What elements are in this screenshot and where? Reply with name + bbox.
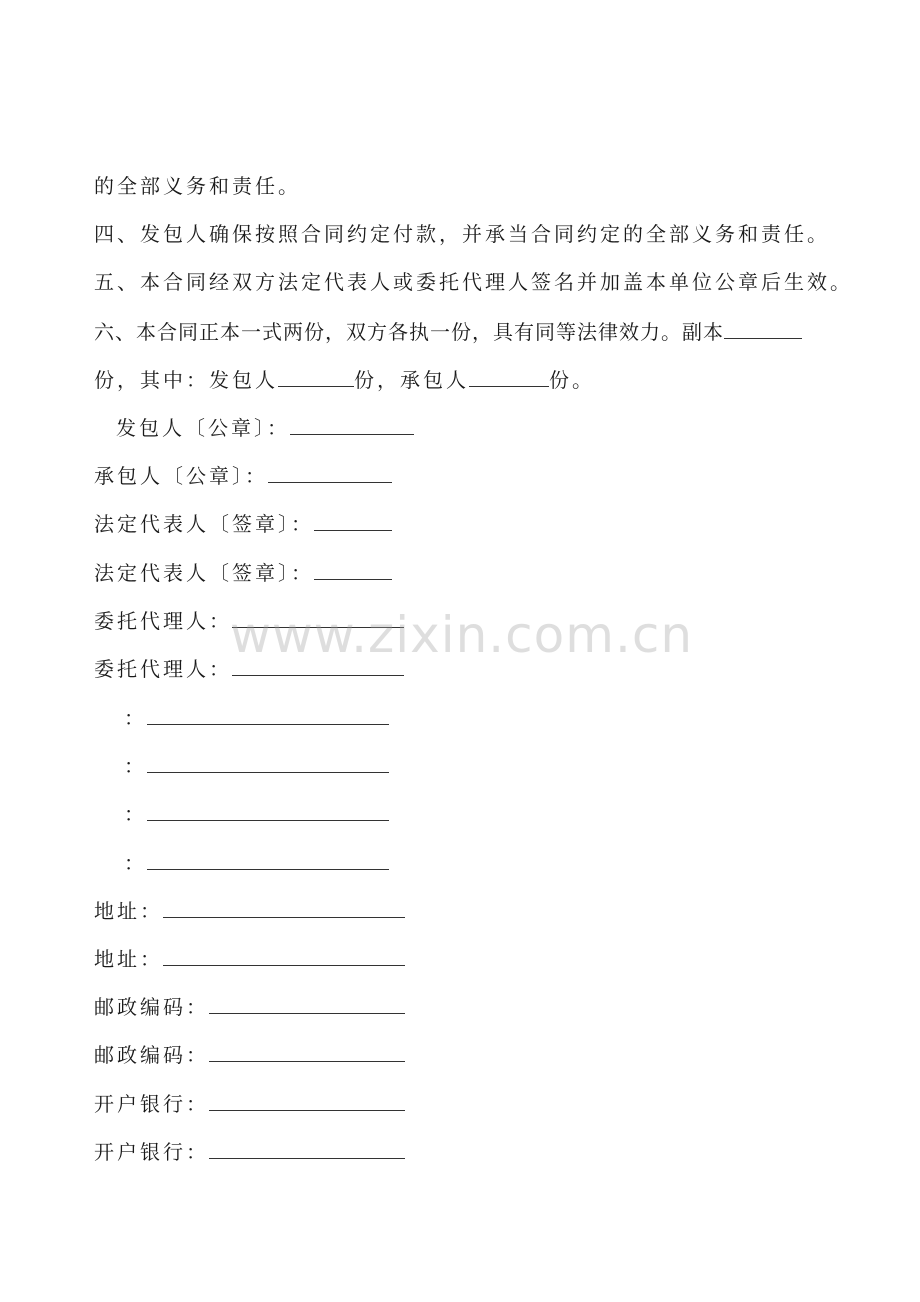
postcode-field-2 xyxy=(94,1043,405,1067)
field-label: 邮政编码： xyxy=(94,1043,209,1067)
field-label: 法定代表人〔签章〕： xyxy=(94,512,314,536)
field-label: 地址： xyxy=(94,947,163,971)
address-field-1 xyxy=(94,899,405,923)
field-label: 承包人〔公章〕： xyxy=(94,464,268,488)
field-label: ： xyxy=(124,754,147,778)
watermark: www.zixin.com.cn xyxy=(230,606,694,664)
field-label: ： xyxy=(124,802,147,826)
bank-blank-2[interactable] xyxy=(209,1140,405,1159)
field-label: 委托代理人： xyxy=(94,657,232,681)
field-label: 邮政编码： xyxy=(94,995,209,1019)
unlabeled-blank-2[interactable] xyxy=(147,754,389,773)
legal-rep-field-2 xyxy=(94,561,392,585)
paragraph-clause-4 xyxy=(94,222,830,246)
field-label: 地址： xyxy=(94,899,163,923)
postcode-blank-1[interactable] xyxy=(209,995,405,1014)
employer-copies-blank[interactable] xyxy=(278,368,354,387)
employer-seal-field xyxy=(116,416,414,440)
field-label: 法定代表人〔签章〕： xyxy=(94,561,314,585)
paragraph-clause-6 xyxy=(94,320,802,344)
bank-blank-1[interactable] xyxy=(209,1092,405,1111)
unlabeled-field-2 xyxy=(124,754,389,778)
postcode-field-1 xyxy=(94,995,405,1019)
field-label: 开户银行： xyxy=(94,1092,209,1116)
bank-field-1 xyxy=(94,1092,405,1116)
field-label: 委托代理人： xyxy=(94,609,232,633)
field-label: 开户银行： xyxy=(94,1140,209,1164)
unlabeled-blank-4[interactable] xyxy=(147,851,389,870)
unlabeled-field-1 xyxy=(124,706,389,730)
contractor-copies-blank[interactable] xyxy=(469,368,549,387)
paragraph-text: 五、本合同经双方法定代表人或委托代理人签名并加盖本单位公章后生效。 xyxy=(94,270,853,294)
paragraph-text: 四、发包人确保按照合同约定付款，并承当合同约定的全部义务和责任。 xyxy=(94,222,830,246)
unlabeled-blank-1[interactable] xyxy=(147,706,389,725)
postcode-blank-2[interactable] xyxy=(209,1043,405,1062)
unlabeled-blank-3[interactable] xyxy=(147,802,389,821)
employer-seal-blank[interactable] xyxy=(290,416,414,435)
copies-blank[interactable] xyxy=(724,320,802,339)
paragraph-text: 份，承包人 xyxy=(354,368,469,392)
paragraph-continuation xyxy=(94,174,301,198)
legal-rep-field-1 xyxy=(94,512,392,536)
field-label: ： xyxy=(124,706,147,730)
legal-rep-blank-1[interactable] xyxy=(314,512,392,531)
paragraph-text: 份。 xyxy=(549,368,595,392)
field-label: ： xyxy=(124,851,147,875)
field-label: 发包人〔公章〕： xyxy=(116,416,290,440)
address-field-2 xyxy=(94,947,405,971)
paragraph-text: 六、本合同正本一式两份，双方各执一份，具有同等法律效力。副本 xyxy=(94,320,724,344)
unlabeled-field-4 xyxy=(124,851,389,875)
paragraph-clause-5 xyxy=(94,270,853,294)
paragraph-text: 的全部义务和责任。 xyxy=(94,174,301,198)
bank-field-2 xyxy=(94,1140,405,1164)
address-blank-2[interactable] xyxy=(163,947,405,966)
address-blank-1[interactable] xyxy=(163,899,405,918)
contractor-seal-blank[interactable] xyxy=(268,464,392,483)
paragraph-copies xyxy=(94,368,595,392)
legal-rep-blank-2[interactable] xyxy=(314,561,392,580)
paragraph-text: 份，其中：发包人 xyxy=(94,368,278,392)
unlabeled-field-3 xyxy=(124,802,389,826)
contractor-seal-field xyxy=(94,464,392,488)
